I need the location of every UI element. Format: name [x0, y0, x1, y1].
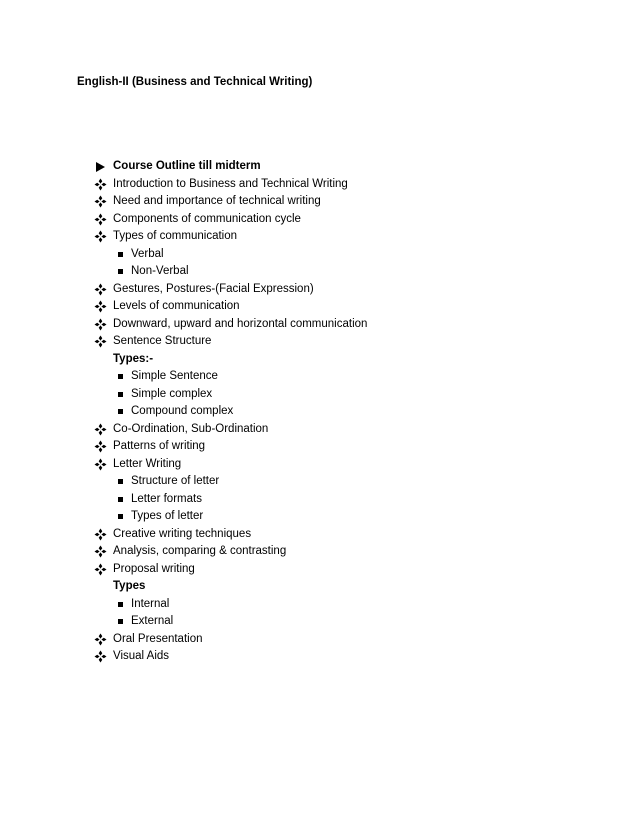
- list-item-text: Oral Presentation: [113, 632, 203, 645]
- diamond-bullet-icon: [94, 283, 107, 296]
- square-bullet-icon: [118, 374, 123, 379]
- list-item: [93, 456, 613, 474]
- list-item-text: Simple complex: [131, 387, 213, 400]
- list-item: [93, 228, 613, 246]
- list-item: [93, 368, 613, 386]
- list-item: [93, 316, 613, 334]
- square-bullet-icon: [118, 269, 123, 274]
- list-item: [93, 631, 613, 649]
- list-item: [93, 648, 613, 666]
- list-item-text: Downward, upward and horizontal communication: [113, 317, 368, 330]
- list-item: [93, 403, 613, 421]
- square-bullet-icon: [118, 619, 123, 624]
- diamond-bullet-icon: [94, 195, 107, 208]
- list-item: [93, 386, 613, 404]
- list-item-text: Introduction to Business and Technical Writing: [113, 177, 348, 190]
- list-item: [93, 176, 613, 194]
- list-item-text: Sentence Structure: [113, 335, 212, 347]
- diamond-bullet-icon: [94, 213, 107, 226]
- list-item: [93, 473, 613, 491]
- list-item-text: Creative writing techniques: [113, 527, 252, 540]
- outline-subheading: [93, 578, 613, 596]
- list-item-text: Simple Sentence: [131, 370, 218, 382]
- list-item-text: Levels of communication: [113, 300, 240, 312]
- square-bullet-icon: [118, 497, 123, 502]
- list-item-text: Gestures, Postures-(Facial Expression): [113, 282, 314, 295]
- square-bullet-icon: [118, 602, 123, 607]
- diamond-bullet-icon: [94, 633, 107, 646]
- diamond-bullet-icon: [94, 563, 107, 576]
- diamond-bullet-icon: [94, 230, 107, 243]
- list-item: [93, 333, 613, 351]
- list-item-text: Non-Verbal: [131, 265, 189, 277]
- diamond-bullet-icon: [94, 650, 107, 663]
- list-item-text: Co-Ordination, Sub-Ordination: [113, 422, 269, 435]
- diamond-bullet-icon: [94, 423, 107, 436]
- list-item-text: Types of communication: [113, 230, 238, 242]
- list-item: [93, 561, 613, 579]
- list-item: [93, 211, 613, 229]
- diamond-bullet-icon: [94, 300, 107, 313]
- list-item-text: Types: [113, 580, 146, 592]
- list-item-text: Types of letter: [131, 510, 204, 522]
- list-item: [93, 193, 613, 211]
- square-bullet-icon: [118, 409, 123, 414]
- arrow-bullet-icon: [96, 162, 105, 172]
- list-item: [93, 526, 613, 544]
- diamond-bullet-icon: [94, 318, 107, 331]
- outline-items: [93, 176, 613, 666]
- list-item-text: Analysis, comparing & contrasting: [113, 545, 287, 557]
- list-item-text: Visual Aids: [113, 650, 170, 662]
- list-item-text: External: [131, 615, 174, 627]
- list-item: [93, 613, 613, 631]
- list-item-text: Internal: [131, 597, 170, 610]
- list-item: [93, 421, 613, 439]
- list-item: [93, 596, 613, 614]
- list-item: [93, 298, 613, 316]
- list-item-text: Letter Writing: [113, 457, 182, 470]
- outline-heading-text: Course Outline till midterm: [113, 160, 261, 172]
- list-item-text: Compound complex: [131, 405, 234, 417]
- list-item-text: Letter formats: [131, 492, 202, 505]
- diamond-bullet-icon: [94, 440, 107, 453]
- square-bullet-icon: [118, 392, 123, 397]
- diamond-bullet-icon: [94, 528, 107, 541]
- course-outline: [93, 158, 613, 666]
- diamond-bullet-icon: [94, 545, 107, 558]
- list-item: [93, 438, 613, 456]
- list-item-text: Verbal: [131, 247, 164, 260]
- outline-subheading: [93, 351, 613, 369]
- diamond-bullet-icon: [94, 335, 107, 348]
- list-item: [93, 246, 613, 264]
- square-bullet-icon: [118, 252, 123, 257]
- outline-heading: [93, 158, 613, 176]
- list-item-text: Structure of letter: [131, 475, 220, 487]
- list-item: [93, 543, 613, 561]
- list-item-text: Need and importance of technical writing: [113, 195, 321, 207]
- diamond-bullet-icon: [94, 178, 107, 191]
- square-bullet-icon: [118, 479, 123, 484]
- square-bullet-icon: [118, 514, 123, 519]
- list-item-text: Components of communication cycle: [113, 212, 301, 225]
- document-title: English-II (Business and Technical Writing): [77, 76, 313, 88]
- list-item-text: Patterns of writing: [113, 440, 206, 452]
- diamond-bullet-icon: [94, 458, 107, 471]
- list-item-text: Types:-: [113, 352, 154, 365]
- list-item-text: Proposal writing: [113, 562, 195, 575]
- list-item: [93, 491, 613, 509]
- list-item: [93, 508, 613, 526]
- list-item: [93, 263, 613, 281]
- list-item: [93, 281, 613, 299]
